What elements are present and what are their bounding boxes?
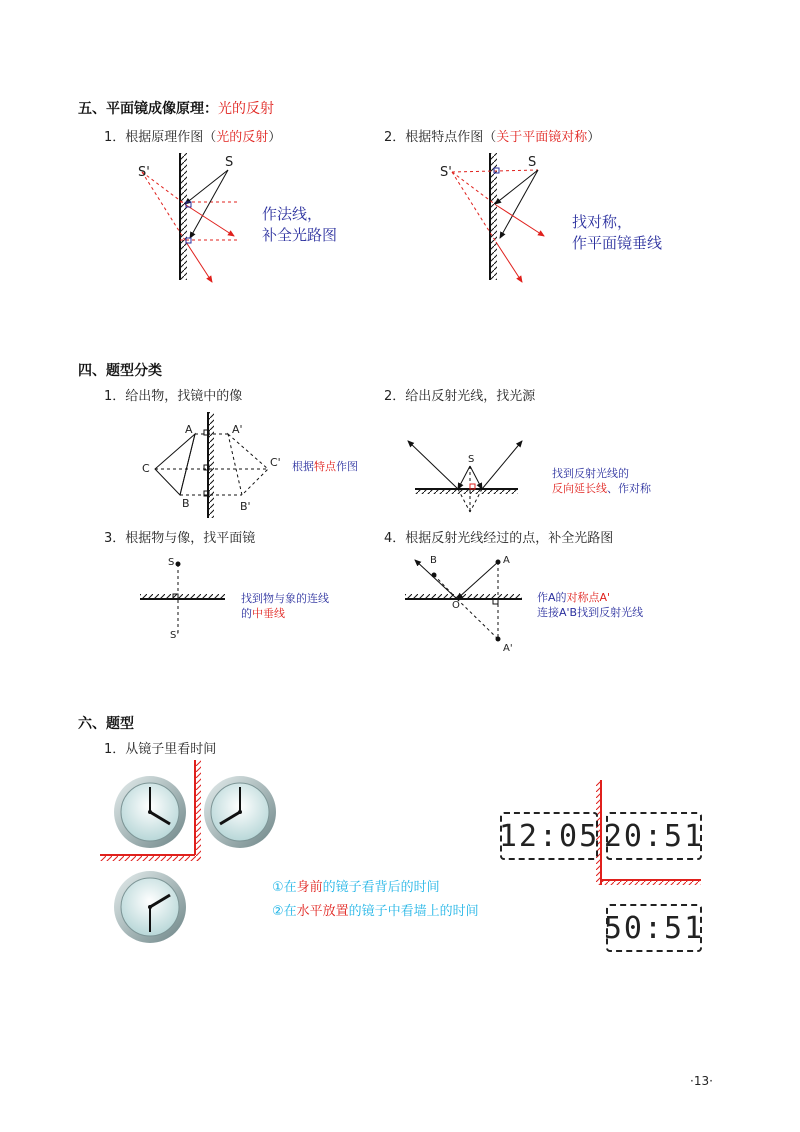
section4-note2-line1: 找到反射光线的 <box>552 467 629 480</box>
section5-item1-prefix: 1．根据原理作图（ <box>104 130 217 145</box>
section4-item3: 3．根据物与像，找平面镜 <box>104 531 256 546</box>
clocks-corner-mirror <box>100 760 290 955</box>
section6-note2-suffix: 的镜子中看墙上的时间 <box>348 904 479 919</box>
label-s-object: S <box>168 557 175 568</box>
section6-title: 六、题型 <box>78 716 134 732</box>
digital-clock-real-time: 12:05 <box>498 818 600 854</box>
section4-item1: 1．给出物，找镜中的像 <box>104 389 243 404</box>
diagram-complete-path <box>400 552 530 657</box>
label-c: C <box>142 462 150 475</box>
section4-item4: 4．根据反射光线经过的点，补全光路图 <box>384 531 614 546</box>
digital-clock-mirror-time: 20:51 <box>603 818 705 854</box>
section4-note1-prefix: 根据 <box>292 460 314 473</box>
section4-note1-accent: 特点 <box>314 460 336 473</box>
label-s-image: S' <box>170 630 180 641</box>
clock-real <box>114 776 186 848</box>
label-a-prime-point: A' <box>503 643 513 654</box>
section4-note2 <box>552 466 651 496</box>
diagram-find-mirror <box>135 558 235 638</box>
section5-note1-line2: 补全光路图 <box>262 226 338 244</box>
section5-title-accent: 光的反射 <box>218 101 274 117</box>
digital-clock-floor-time: 50:51 <box>603 910 705 946</box>
page-number: ·13· <box>690 1074 713 1088</box>
section4-note4-line2: 连接A'B找到反射光线 <box>537 606 644 619</box>
section5-item2 <box>384 126 600 145</box>
section6-note2-accent: 水平放置 <box>296 904 349 919</box>
clock-mirror-right <box>204 776 276 848</box>
section4-note3 <box>241 591 329 621</box>
section4-note3-line1: 找到物与象的连线 <box>241 592 329 605</box>
section5-note2-line2: 作平面镜垂线 <box>572 234 663 252</box>
mirror-diagram-reflection <box>130 150 270 290</box>
label-s-prime-2: S' <box>440 165 452 180</box>
diagram-find-image <box>150 412 290 522</box>
label-s-2: S <box>528 155 537 170</box>
section5-title <box>78 98 274 118</box>
section5-note2-line1: 找对称， <box>572 213 633 231</box>
section6-note1-accent: 身前 <box>296 880 323 895</box>
label-a-point: A <box>503 555 510 566</box>
label-s-source: S <box>468 454 475 465</box>
section5-item2-suffix: ） <box>587 130 601 145</box>
label-c-prime: C' <box>270 456 281 469</box>
digital-clock-floor <box>603 904 705 952</box>
section6-note1-suffix: 的镜子看背后的时间 <box>322 880 440 895</box>
section5-item1-accent: 光的反射 <box>216 130 269 145</box>
section6-item1: 1．从镜子里看时间 <box>104 742 217 757</box>
section5-note1-line1: 作法线， <box>262 205 323 223</box>
label-s-1: S <box>225 155 234 170</box>
label-b-point: B <box>430 555 437 566</box>
label-s-prime-1: S' <box>138 165 150 180</box>
section4-note2-accent: 反向延长线 <box>552 482 607 495</box>
section5-note1 <box>262 204 337 246</box>
label-a-prime: A' <box>232 423 243 436</box>
label-a: A <box>185 423 193 436</box>
section6-note2-prefix: ②在 <box>272 904 297 919</box>
section6-note2 <box>272 900 479 919</box>
mirror-diagram-symmetry <box>440 150 580 290</box>
section4-note1 <box>292 458 358 474</box>
section4-note2-suffix: 、作对称 <box>607 482 651 495</box>
section5-item1-suffix: ） <box>268 130 282 145</box>
section5-item2-accent: 关于平面镜对称 <box>496 130 588 145</box>
digital-clock-mirror <box>603 812 705 860</box>
clock-mirror-bottom <box>114 871 186 943</box>
section4-note4 <box>537 590 643 620</box>
section4-note1-suffix: 作图 <box>336 460 358 473</box>
section4-note4-accent: 对称点A' <box>566 591 611 604</box>
diagram-find-source <box>400 438 530 498</box>
section4-title: 四、题型分类 <box>78 363 162 379</box>
digital-clock-real <box>500 812 598 860</box>
section4-note4-prefix: 作A的 <box>537 591 567 604</box>
section4-item2: 2．给出反射光线，找光源 <box>384 389 536 404</box>
section6-note1 <box>272 876 440 895</box>
label-o-point: O <box>452 600 460 611</box>
section5-item1 <box>104 126 281 145</box>
label-b-prime: B' <box>240 500 251 513</box>
label-b: B <box>182 497 190 510</box>
section4-note3-prefix: 的 <box>241 607 252 620</box>
section5-item2-prefix: 2．根据特点作图（ <box>384 130 497 145</box>
section5-title-text: 五、平面镜成像原理： <box>78 101 218 117</box>
section4-note3-accent: 中垂线 <box>252 607 285 620</box>
section5-note2 <box>572 212 662 254</box>
section6-note1-prefix: ①在 <box>272 880 297 895</box>
